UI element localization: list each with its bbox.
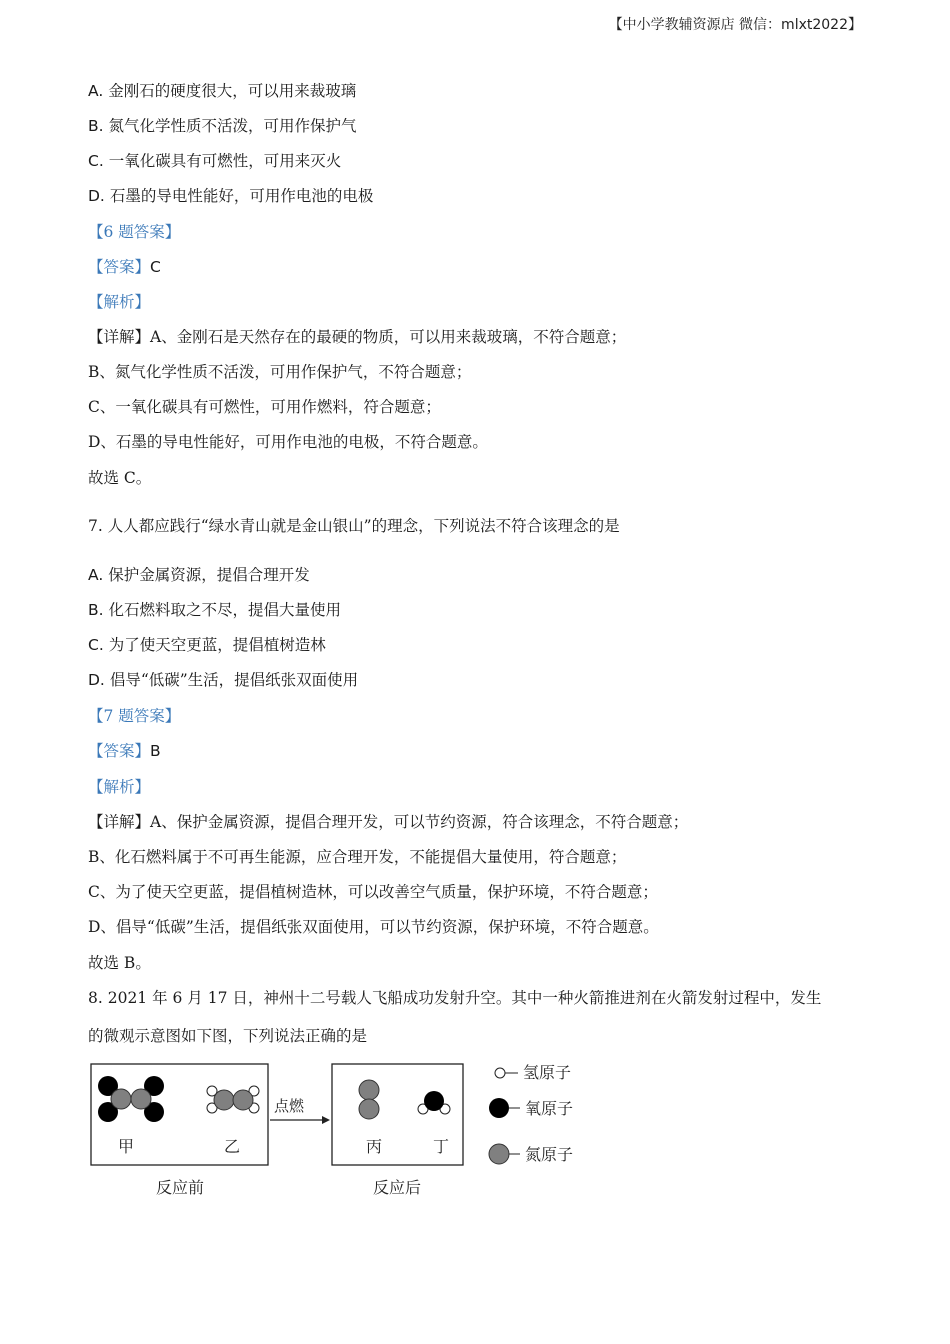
detail-label: 【详解】 [88, 813, 151, 831]
option-key: C. [88, 636, 104, 654]
arrow-head-icon [322, 1116, 330, 1124]
q6-answer-section: 【6 题答案】 [88, 223, 181, 241]
reaction-diagram [88, 1056, 588, 1206]
q7-option-b [88, 599, 341, 621]
answer-value: C [150, 258, 161, 276]
option-key: C. [88, 152, 104, 170]
q6-detail-c: C、一氧化碳具有可燃性，可用作燃料，符合题意； [88, 398, 441, 416]
q6-option-b [88, 115, 357, 137]
q7-detail-b: B、化石燃料属于不可再生能源，应合理开发，不能提倡大量使用，符合题意； [88, 848, 627, 866]
label-ding: 丁 [433, 1137, 450, 1156]
atom-n [111, 1089, 131, 1109]
molecule-jia [98, 1076, 164, 1122]
q7-detail-d: D、倡导“低碳”生活，提倡纸张双面使用，可以节约资源，保护环境，不符合题意。 [88, 918, 659, 936]
detail-label: 【详解】 [88, 328, 151, 346]
q7-detail-c: C、为了使天空更蓝，提倡植树造林，可以改善空气质量，保护环境，不符合题意； [88, 883, 658, 901]
atom-n [233, 1090, 253, 1110]
q6-answer [88, 256, 161, 278]
nitrogen-atom-icon [489, 1144, 509, 1164]
q8-stem-line1: 8. 2021 年 6 月 17 日，神州十二号载人飞船成功发射升空。其中一种火箭推进剂在火箭发射过程中，发生 [88, 989, 822, 1007]
q7-option-a [88, 564, 310, 586]
atom-n [359, 1099, 379, 1119]
detail-text: A、保护金属资源，提倡合理开发，可以节约资源，符合该理念，不符合题意； [150, 813, 689, 831]
oxygen-atom-icon [489, 1098, 509, 1118]
molecule-bing [359, 1080, 379, 1119]
q6-detail-a [88, 326, 626, 348]
option-key: A. [88, 566, 104, 584]
answer-label: 【答案】 [88, 258, 151, 276]
answer-label: 【答案】 [88, 742, 151, 760]
caption-after: 反应后 [373, 1178, 422, 1197]
option-key: B. [88, 601, 104, 619]
q7-answer [88, 740, 161, 762]
q7-option-d [88, 669, 358, 691]
molecule-ding [418, 1091, 450, 1114]
label-bing: 丙 [366, 1137, 383, 1156]
option-key: D. [88, 187, 105, 205]
q6-conclusion: 故选 C。 [88, 469, 152, 487]
legend-label: 氢原子 [523, 1063, 572, 1082]
q6-analysis-label: 【解析】 [88, 293, 151, 311]
q6-option-d [88, 185, 373, 207]
q8-stem-line2: 的微观示意图如下图，下列说法正确的是 [88, 1027, 368, 1045]
option-text: 为了使天空更蓝，提倡植树造林 [108, 636, 326, 654]
atom-n [214, 1090, 234, 1110]
q6-option-a [88, 80, 356, 102]
legend-label: 氧原子 [525, 1099, 574, 1118]
legend-nitrogen [489, 1144, 573, 1164]
hydrogen-atom-icon [495, 1068, 505, 1078]
option-key: A. [88, 82, 104, 100]
answer-value: B [150, 742, 161, 760]
option-text: 石墨的导电性能好，可用作电池的电极 [109, 187, 374, 205]
q7-detail-a [88, 811, 688, 833]
molecule-yi [207, 1086, 259, 1113]
option-text: 氮气化学性质不活泼，可用作保护气 [108, 117, 357, 135]
option-text: 保护金属资源，提倡合理开发 [108, 566, 310, 584]
q6-detail-b: B、氮气化学性质不活泼，可用作保护气，不符合题意； [88, 363, 472, 381]
atom-o [424, 1091, 444, 1111]
q7-stem: 7. 人人都应践行“绿水青山就是金山银山”的理念，下列说法不符合该理念的是 [88, 517, 620, 535]
detail-text: A、金刚石是天然存在的最硬的物质，可以用来裁玻璃，不符合题意； [150, 328, 627, 346]
arrow-label: 点燃 [274, 1097, 305, 1115]
option-text: 一氧化碳具有可燃性，可用来灭火 [108, 152, 342, 170]
label-yi: 乙 [224, 1137, 241, 1156]
option-key: B. [88, 117, 104, 135]
q6-detail-d: D、石墨的导电性能好，可用作电池的电极，不符合题意。 [88, 433, 488, 451]
q7-conclusion: 故选 B。 [88, 954, 151, 972]
atom-n [131, 1089, 151, 1109]
q7-analysis-label: 【解析】 [88, 778, 151, 796]
page-header: 【中小学教辅资源店 微信：mlxt2022】 [608, 17, 862, 33]
atom-n [359, 1080, 379, 1100]
label-jia: 甲 [118, 1137, 135, 1156]
q7-answer-section: 【7 题答案】 [88, 707, 181, 725]
option-text: 倡导“低碳”生活，提倡纸张双面使用 [109, 671, 359, 689]
option-key: D. [88, 671, 105, 689]
option-text: 金刚石的硬度很大，可以用来裁玻璃 [108, 82, 357, 100]
q6-option-c [88, 150, 341, 172]
legend-label: 氮原子 [525, 1145, 574, 1164]
caption-before: 反应前 [156, 1178, 205, 1197]
option-text: 化石燃料取之不尽，提倡大量使用 [108, 601, 342, 619]
legend-hydrogen [495, 1063, 571, 1082]
q7-option-c [88, 634, 326, 656]
legend-oxygen [489, 1098, 573, 1118]
